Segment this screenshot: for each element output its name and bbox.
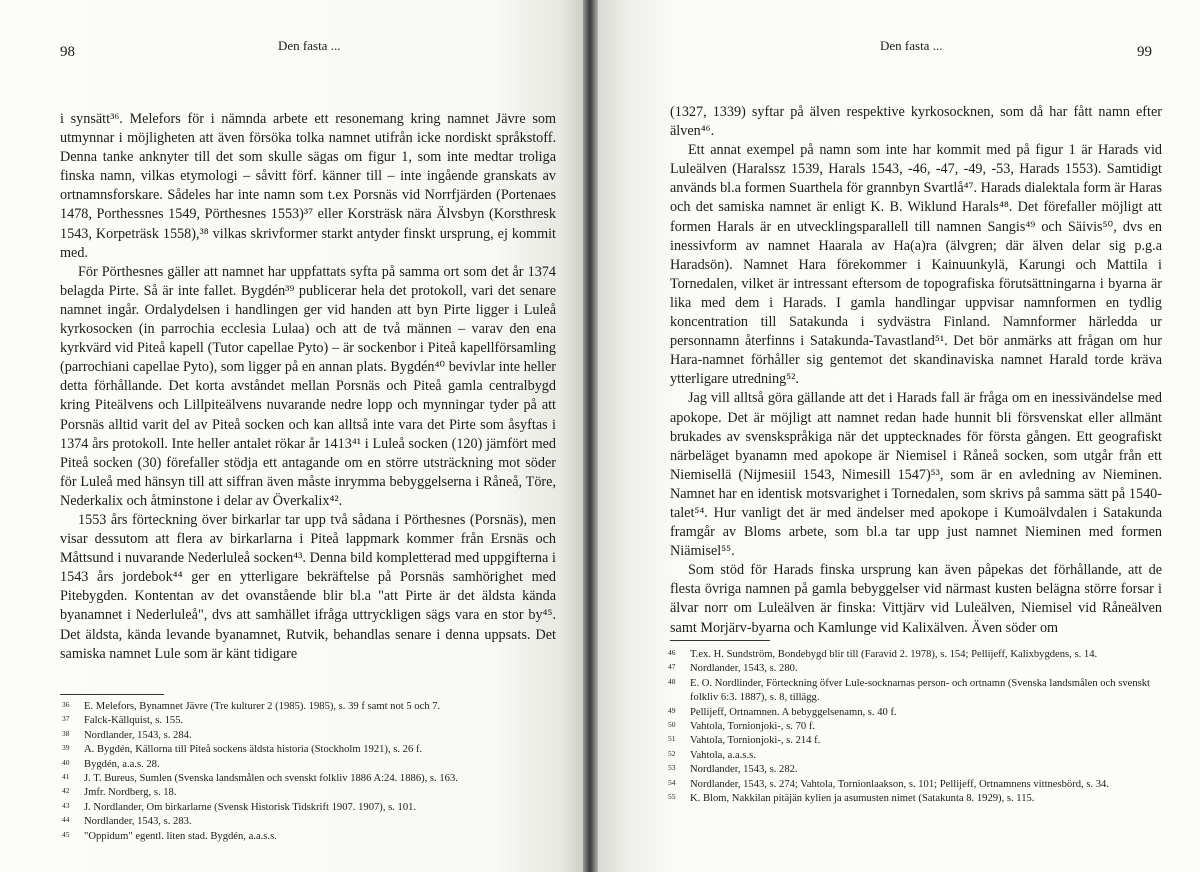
body-text <box>60 110 556 664</box>
footnote: 47 Nordlander, 1543, s. 280. <box>668 662 798 675</box>
paragraph: i synsätt³⁶. Melefors för i nämnda arbete ett resonemang kring namnet Jävre som utmynnar i möjligheten att även försöka tolka namnet utifrån icke nordiskt språkstoff. Denna tanke anknyter till det som skulle sägas om figur 1, som inte medtar troliga finska namn, vilkas etymologi – såvitt förf. känner till – inte ingående granskats av ortnamnsforskare. Sådeles har inte namn som t.ex Porsnäs vid Norrfjärden (Portenaes 1478, Porthessnes 1549, Pörthesnes 1553)³⁷ eller Korsträsk nära Älvsbyn (Korsthresk 1543, Korpeträsk 1558),³⁸ vilkas skrivformer starkt antyder finskt ursprung, ej kommit med. <box>60 111 556 261</box>
footnote: 49 Pellijeff, Ortnamnen. A bebyggelsenamn, s. 40 f. <box>668 705 897 718</box>
footnote: 53 Nordlander, 1543, s. 282. <box>668 763 798 776</box>
footnote: 42 Jmfr. Nordberg, s. 18. <box>62 786 177 799</box>
paragraph: 1553 års förteckning över birkarlar tar upp två sådana i Pörthesnes (Porsnäs), men visar dessutom att flera av birkarlarna i Piteå lappmark kommer från Ersnäs och Måttsund i nuvarande Nederluleå socken⁴³. Denna bild kompletterad med uppgifterna i 1543 års jordebok⁴⁴ ger en ytterligare bekräftelse på Porsnäs samhörighet med Pitebygden. Kontentan av det ovanstående blir bl.a "att Pirte är det äldsta kända byanamnet i Nederluleå", dvs att samhället ifråga uttryckligen sägs vara en stor by⁴⁵. Det äldsta, kända levande byanamnet, Rutvik, behandlas senare i denna uppsats. Det samiska namnet Lule som är känt tidigare <box>60 511 556 662</box>
footnotes <box>668 648 1163 806</box>
running-head: Den fasta ... <box>880 38 943 53</box>
footnote: 51 Vahtola, Tornionjoki-, s. 214 f. <box>668 734 821 747</box>
footnote: 41 J. T. Bureus, Sumlen (Svenska landsmålen och svenskt folkliv 1886 A:24. 1886), s. 163. <box>62 772 458 785</box>
footnote: 39 A. Bygdén, Källorna till Piteå sockens äldsta historia (Stockholm 1921), s. 26 f. <box>62 743 423 756</box>
paragraph: (1327, 1339) syftar på älven respektive kyrkosocknen, som då har fått namn efter älven⁴⁶. <box>670 104 1162 140</box>
footnote: 52 Vahtola, a.a.s.s. <box>668 748 756 761</box>
footnote-rule <box>670 640 770 641</box>
footnotes <box>62 700 562 844</box>
footnote: 46 T.ex. H. Sundström, Bondebygd blir till (Faravid 2. 1978), s. 154; Pellijeff, Kalixbygdens, s. 14. <box>668 648 1098 660</box>
footnote: 44 Nordlander, 1543, s. 283. <box>62 815 192 828</box>
right-page <box>598 0 1200 872</box>
footnote: 55 K. Blom, Nakkilan pitäjän kylien ja asumusten nimet (Satakunta 8. 1929), s. 115. <box>668 792 1035 805</box>
paragraph: Ett annat exempel på namn som inte har kommit med på figur 1 är Harads vid Luleälven (Haralssz 1539, Harals 1543, -46, -47, -49, -53, Harads 1553). Samtidigt används bl.a formen Suarthela för grannbyn Svartlå⁴⁷. Harads dialektala form är Haras och det samiska namnet är enligt K. B. Wiklund Harals⁴⁸. Det förefaller möjligt att formen Harals är en utvecklingsparallell till namnen Sangis⁴⁹ och Säivis⁵⁰, dvs en inessivform av namnet Haarala av Ha(a)ra (älvgren; där älven delar sig p.g.a Haradsön). Namnet Hara förekommer i Kainuunkylä, Karungi och Mattila i Tornedalen, vilket är intressant eftersom de topografiska förutsättningarna i byarna är lika med dem i Harads. I gamla handlingar uppvisar namnformen en tydlig koncentration till Satakunda i sydvästra Finland. Namnformer härledda ur personnamn återfinns i Satakunda-Tavastland⁵¹. Det bör anmärks att frågan om hur Hara-namnet förhåller sig gentemot det skandinaviska namnet Harald torde kräva ytterligare utredning⁵². <box>670 142 1162 388</box>
left-page <box>0 0 583 872</box>
page-number: 98 <box>60 44 75 60</box>
footnote: 50 Vahtola, Tornionjoki-, s. 70 f. <box>668 720 815 733</box>
paragraph: Som stöd för Harads finska ursprung kan även påpekas det förhållande, att de flesta övriga namnen på gamla bebyggelser vid närmast kusten belägna större forsar i älvar norr om Luleälven är finska: Vittjärv vid Luleälven, Niemisel vid Råneälven samt Morjärv-byarna och Kamlunge vid Kalixälven. Även söder om <box>670 562 1162 636</box>
running-head: Den fasta ... <box>278 38 341 53</box>
footnote: 40 Bygdén, a.a.s. 28. <box>62 757 160 770</box>
paragraph: Jag vill alltså göra gällande att det i Harads fall är fråga om en inessivändelse med apokope. Det är möjligt att namnet redan hade hunnit bli försvenskat eller allmänt brukades av svenskspråkiga när det upptecknades för första gången. Ett geografiskt närbeläget byanamn med apokope är Niemisel i Råneå socken, som utgår från ett Niemisellä (Nijmesiil 1543, Nimesill 1547)⁵³, som är en avledning av Nieminen. Namnet har en identisk motsvarighet i Tornedalen, som skrivs på samma sätt på 1540-talet⁵⁴. Hur vanligt det är med ändelser med apokope i Kumoälvdalen i Satakunda framgår av Bloms arbete, som bl.a tar upp just namnet Nieminen med formen Niämisel⁵⁵. <box>670 390 1162 560</box>
footnote: 45 "Oppidum" egentl. liten stad. Bygdén, a.a.s.s. <box>62 829 277 842</box>
footnote: 48 E. O. Nordlinder, Förteckning öfver Lule-socknarnas person- och ortnamn (Svenska landsmålen och svenskt folkliv 6:3. 1887), s. 8, tillägg. <box>668 676 1150 704</box>
footnote-rule <box>60 694 164 695</box>
footnote: 36 E. Melefors, Bynamnet Jävre (Tre kulturer 2 (1985). 1985), s. 39 f samt not 5 och 7. <box>62 700 441 712</box>
paragraph: För Pörthesnes gäller att namnet har uppfattats syfta på samma ort som det år 1374 belagda Pirte. Så är inte fallet. Bygdén³⁹ publicerar hela det protokoll, vari det senare namnet ingår. Ordalydelsen i handlingen ger vid handen att byn Pirte ligger i Luleå kyrkosocken (in parrochia ecclesia Lulaa) och att de två männen – varav den ena kyrkvärd vid Piteå kapell (Tutor capellae Pyto) – är sockenbor i Piteå kapellförsamling (parrochiani capellae Pyto), som ligger på en annan plats. Bygdén⁴⁰ bevivlar inte heller detta förhållande. Det korta avståndet mellan Porsnäs och Piteå gamla centralbygd kring Piteälvens och Lillpiteälvens nuvarande nedre lopp och mynningar tyder på att Porsnäs alltid varit del av Piteå socken och kan alltså inte vara det Pirte som åsyftas i 1374 års protokoll. Inte heller antalet rökar år 1413⁴¹ i Luleå socken (120) jämfört med Piteå socken (30) förefaller stödja ett antagande om en större utsträckning mot söder för Luleå med hänsyn till att siffran även måste inrymma bebyggelserna i Råneå, Töre, Nederkalix och åtminstone i delar av Överkalix⁴². <box>60 263 556 509</box>
footnote: 38 Nordlander, 1543, s. 284. <box>62 728 192 741</box>
footnote: 37 Falck-Källquist, s. 155. <box>62 714 184 727</box>
book-gutter <box>583 0 598 872</box>
page-number: 99 <box>1137 44 1152 60</box>
footnote: 43 J. Nordlander, Om birkarlarne (Svensk Historisk Tidskrift 1907. 1907), s. 101. <box>62 800 417 813</box>
body-text <box>670 103 1162 638</box>
footnote: 54 Nordlander, 1543, s. 274; Vahtola, Tornionlaakson, s. 101; Pellijeff, Ortnamnens vittnesbörd, s. 34. <box>668 777 1110 790</box>
